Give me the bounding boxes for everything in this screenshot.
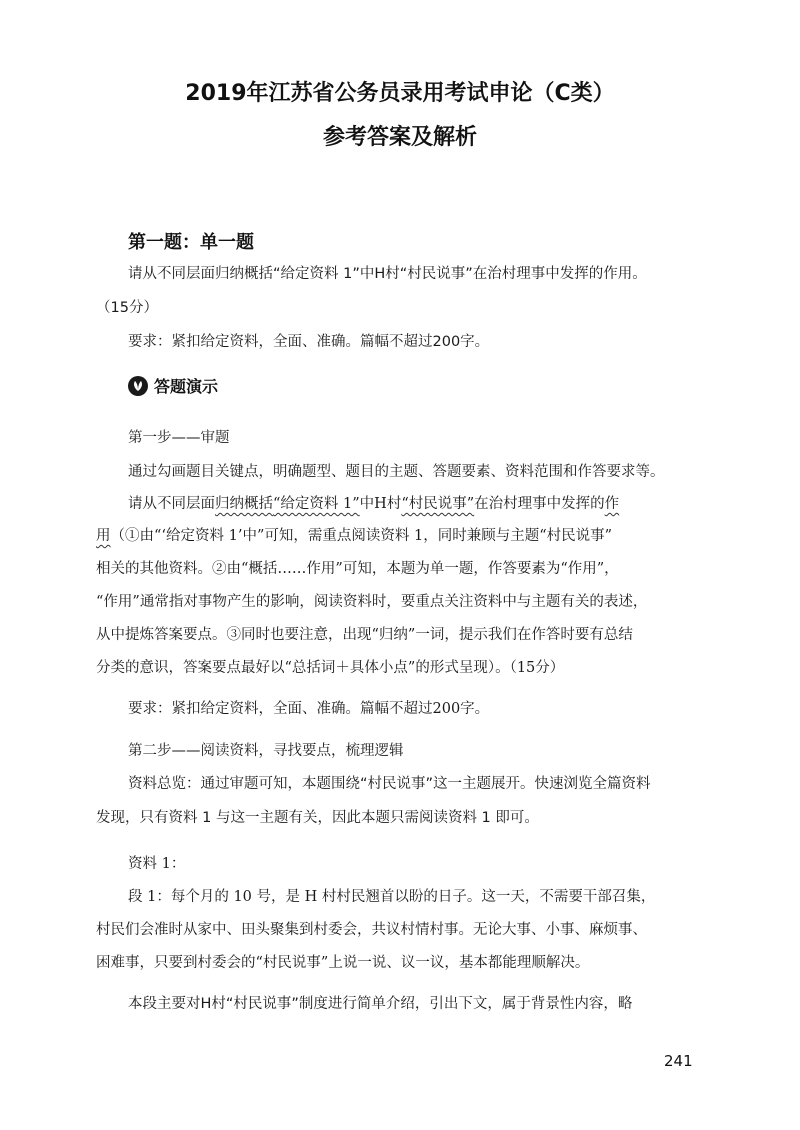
question-prompt-line1: 请从不同层面归纳概括“给定资料 1”中H村“村民说事”在治村理事中发挥的作用。 (128, 266, 647, 282)
question-requirement: 要求：紧扣给定资料，全面、准确。篇幅不超过200字。 (128, 334, 490, 350)
step1-line1 (128, 492, 619, 513)
page-title: 2019年江苏省公务员录用考试申论（C类） (185, 81, 615, 106)
leaf-icon (128, 376, 148, 396)
step2-overview-line2: 发现，只有资料 1 与这一主题有关，因此本题只需阅读资料 1 即可。 (96, 810, 539, 826)
step1-requirement: 要求：紧扣给定资料，全面、准确。篇幅不超过200字。 (128, 701, 490, 717)
step1-line2 (96, 524, 612, 545)
page-subtitle: 参考答案及解析 (322, 125, 477, 150)
material-para-line3: 困难事，只要到村委会的“村民说事”上说一说、议一议，基本都能理顺解决。 (96, 955, 590, 971)
step1-line5: 从中提炼答案要点。③同时也要注意，出现“归纳”一词，提示我们在作答时要有总结 (96, 627, 633, 643)
step1-line6: 分类的意识，答案要点最好以“总括词＋具体小点”的形式呈现）。（15分） (96, 660, 565, 676)
keyword-role-part2: 用 (96, 528, 111, 544)
step2-title: 第二步——阅读资料，寻找要点，梳理逻辑 (128, 743, 404, 759)
step1-line1-mid2: 在治村理事中发挥的 (474, 496, 605, 512)
step2-overview-line1: 资料总览：通过审题可知，本题围绕“村民说事”这一主题展开。快速浏览全篇资料 (128, 776, 651, 792)
analysis-line1: 本段主要对H村“村民说事”制度进行简单介绍，引出下文，属于背景性内容，略 (128, 996, 633, 1012)
question-prompt-line2: （15分） (96, 300, 158, 316)
material-label: 资料 1： (128, 856, 186, 872)
step1-line2-rest: （①由“‘给定资料 1’中”可知，需重点阅读资料 1，同时兼顾与主题“村民说事” (110, 528, 613, 544)
step1-line1-mid: 中H村 (359, 496, 402, 512)
step1-line3: 相关的其他资料。②由“概括……作用”可知，本题为单一题，作答要素为“作用”， (96, 561, 619, 577)
material-para-line2: 村民们会准时从家中、田头聚集到村委会，共议村情村事。无论大事、小事、麻烦事、 (96, 922, 647, 938)
step1-title: 第一步——审题 (128, 430, 230, 446)
answer-demo-label: 答题演示 (154, 377, 219, 396)
step1-line1-prefix: 请从不同层面 (128, 496, 215, 512)
step1-line4: “作用”通常指对事物产生的影响，阅读资料时，要重点关注资料中与主题有关的表述， (96, 594, 648, 610)
keyword-role-part1: 作 (604, 496, 620, 512)
keyword-summarize: 归纳概括 (215, 496, 273, 512)
page-number: 241 (664, 1052, 693, 1070)
question-heading: 第一题：单一题 (128, 232, 254, 253)
keyword-material: “给定资料 1” (273, 496, 360, 512)
material-para-line1: 段 1：每个月的 10 号，是 H 村村民翘首以盼的日子。这一天，不需要干部召集， (128, 889, 656, 905)
keyword-villager-talk: “村民说事” (401, 496, 475, 512)
step1-intro: 通过勾画题目关键点，明确题型、题目的主题、答题要素、资料范围和作答要求等。 (128, 464, 665, 480)
answer-demo-badge (128, 374, 218, 397)
